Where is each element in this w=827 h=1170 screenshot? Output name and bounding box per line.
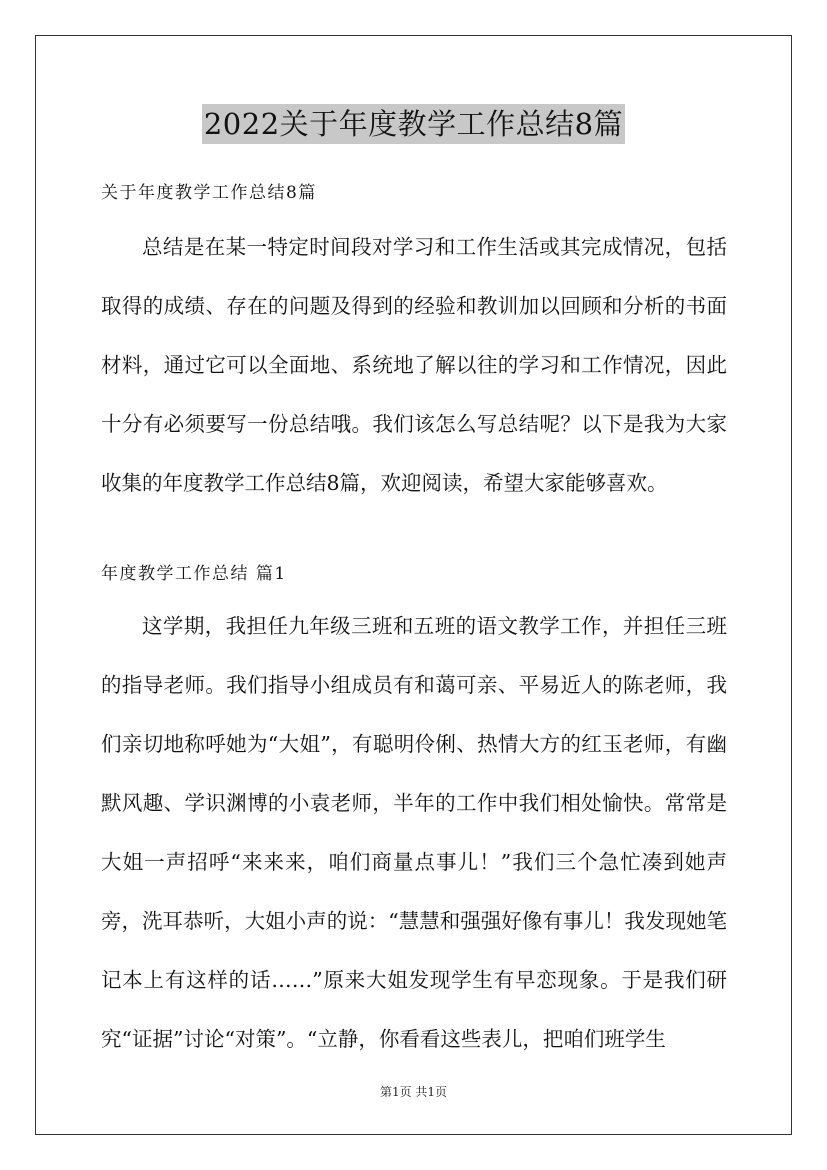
page-footer: 第1页 共1页 xyxy=(379,1085,448,1099)
intro-paragraph: 总结是在某一特定时间段对学习和工作生活或其完成情况，包括取得的成绩、存在的问题及得到的经验和教训加以回顾和分析的书面材料，通过它可以全面地、系统地了解以往的学习和工作情况，因此十分有必须要写一份总结哦。我们该怎么写总结呢？以下是我为大家收集的年度教学工作总结8篇，欢迎阅读，希望大家能够喜欢。 xyxy=(101,235,727,495)
document-title xyxy=(0,104,827,144)
document-title-text: 2022关于年度教学工作总结8篇 xyxy=(202,104,625,144)
section-heading: 年度教学工作总结 篇1 xyxy=(101,564,287,584)
document-subtitle: 关于年度教学工作总结8篇 xyxy=(101,183,317,203)
section-paragraph: 这学期，我担任九年级三班和五班的语文教学工作，并担任三班的指导老师。我们指导小组成员有和蔼可亲、平易近人的陈老师，我们亲切地称呼她为“大姐”，有聪明伶俐、热情大方的红玉老师，有幽默风趣、学识渊博的小袁老师，半年的工作中我们相处愉快。常常是大姐一声招呼“来来来，咱们商量点事儿！”我们三个急忙凑到她声旁，洗耳恭听，大姐小声的说：“慧慧和强强好像有事儿！我发现她笔记本上有这样的话……”原来大姐发现学生有早恋现象。于是我们研究“证据”讨论“对策”。“立静，你看看这些表儿，把咱们班学生 xyxy=(101,614,727,1051)
